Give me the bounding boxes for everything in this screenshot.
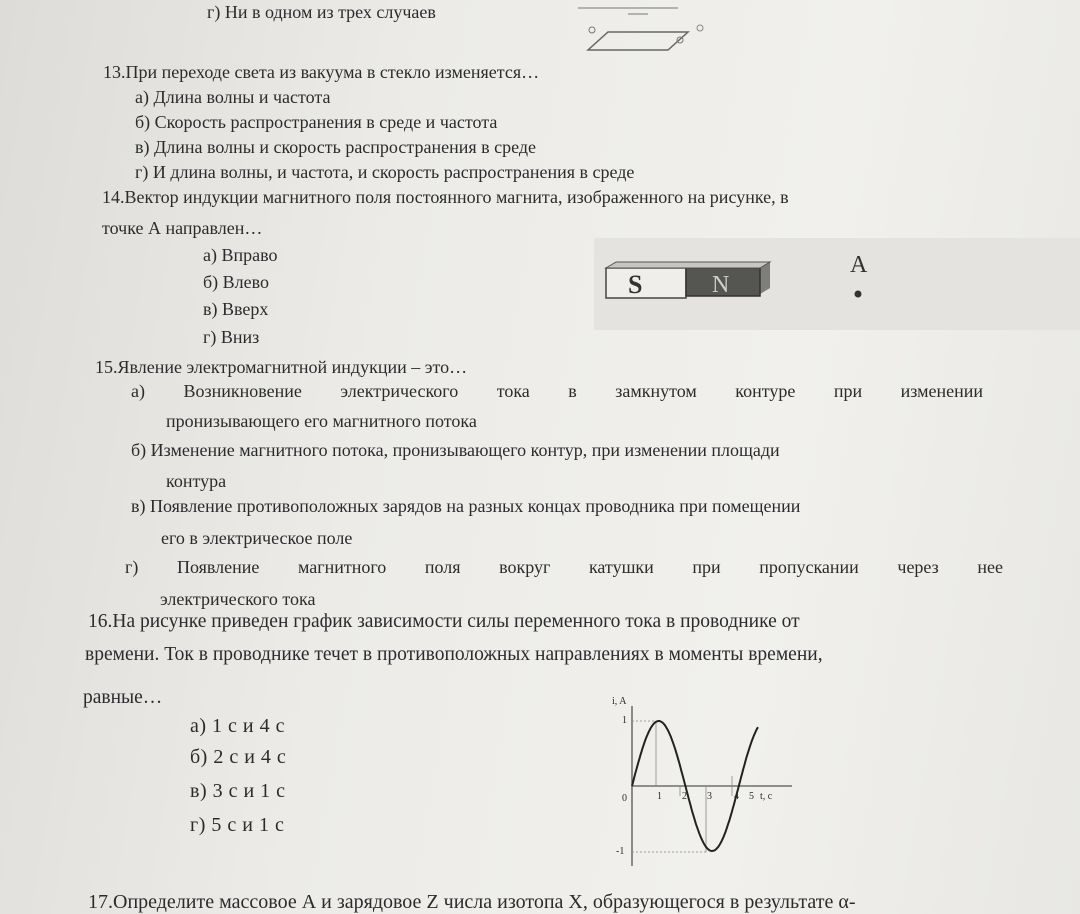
q13-option-v: в) Длина волны и скорость распространения в среде: [135, 137, 537, 157]
q16-option-v: в) 3 с и 1 с: [190, 780, 286, 802]
q16-question-line1: 16.На рисунке приведен график зависимости силы переменного тока в проводнике от: [88, 611, 800, 632]
q13-option-b: б) Скорость распространения в среде и частота: [135, 112, 498, 132]
graph-xtick-2: 2: [682, 791, 687, 802]
q15-option-v-line1: в) Появление противоположных зарядов на разных концах проводника при помещении: [131, 496, 801, 516]
current-graph: [612, 696, 802, 876]
graph-xtick-5: 5: [749, 791, 754, 802]
graph-ylabel: i, A: [612, 696, 627, 707]
q16-question-line2: времени. Ток в проводнике течет в противоположных направлениях в моменты времени,: [85, 644, 823, 665]
q17-question-partial: 17.Определите массовое А и зарядовое Z числа изотопа X, образующегося в результате α-: [88, 891, 856, 913]
graph-ytick-0: 0: [622, 793, 627, 804]
q15-option-g-line2: электрического тока: [160, 589, 316, 609]
q13-question: 13.При переходе света из вакуума в стекло изменяется…: [103, 62, 540, 82]
graph-ytick-1: 1: [622, 715, 627, 726]
q15-option-v-line2: его в электрическое поле: [161, 528, 353, 548]
q15-option-a-line1: а) Возникновение электрического тока в замкнутом контуре при изменении: [131, 381, 983, 401]
graph-xtick-4: 4: [734, 791, 739, 802]
graph-xlabel: t, c: [760, 791, 773, 802]
q12-figure-frame: [568, 0, 718, 55]
q16-option-g: г) 5 с и 1 с: [190, 814, 285, 836]
magnet-n-label: N: [712, 272, 730, 298]
graph-xtick-3: 3: [707, 791, 712, 802]
q16-question-line3: равные…: [83, 687, 163, 708]
q15-option-b-line2: контура: [166, 471, 227, 491]
q12-option-g: г) Ни в одном из трех случаев: [207, 2, 436, 22]
q14-option-a: а) Вправо: [203, 245, 278, 265]
point-a-label: A: [850, 252, 868, 278]
q16-option-a: а) 1 с и 4 с: [190, 715, 285, 737]
q13-option-g: г) И длина волны, и частота, и скорость распространения в среде: [135, 162, 635, 182]
q14-option-b: б) Влево: [203, 272, 270, 292]
point-a-dot: [855, 291, 862, 298]
q14-question-line2: точке А направлен…: [102, 218, 263, 238]
graph-ytick-minus1: -1: [616, 846, 625, 857]
graph-xtick-1: 1: [657, 791, 662, 802]
q14-question-line1: 14.Вектор индукции магнитного поля постоянного магнита, изображенного на рисунке, в: [102, 187, 789, 207]
q15-option-b-line1: б) Изменение магнитного потока, пронизывающего контур, при изменении площади: [131, 440, 780, 460]
q15-question: 15.Явление электромагнитной индукции – это…: [95, 357, 468, 377]
q16-option-b: б) 2 с и 4 с: [190, 746, 287, 768]
q15-option-g-line1: г) Появление магнитного поля вокруг катушки при пропускании через нее: [125, 557, 1003, 577]
magnet-s-label: S: [628, 270, 643, 299]
q15-option-a-line2: пронизывающего его магнитного потока: [166, 411, 477, 431]
magnet-figure: [594, 238, 1080, 330]
q14-option-g: г) Вниз: [203, 327, 260, 347]
q13-option-a: а) Длина волны и частота: [135, 87, 331, 107]
q14-option-v: в) Вверх: [203, 299, 269, 319]
